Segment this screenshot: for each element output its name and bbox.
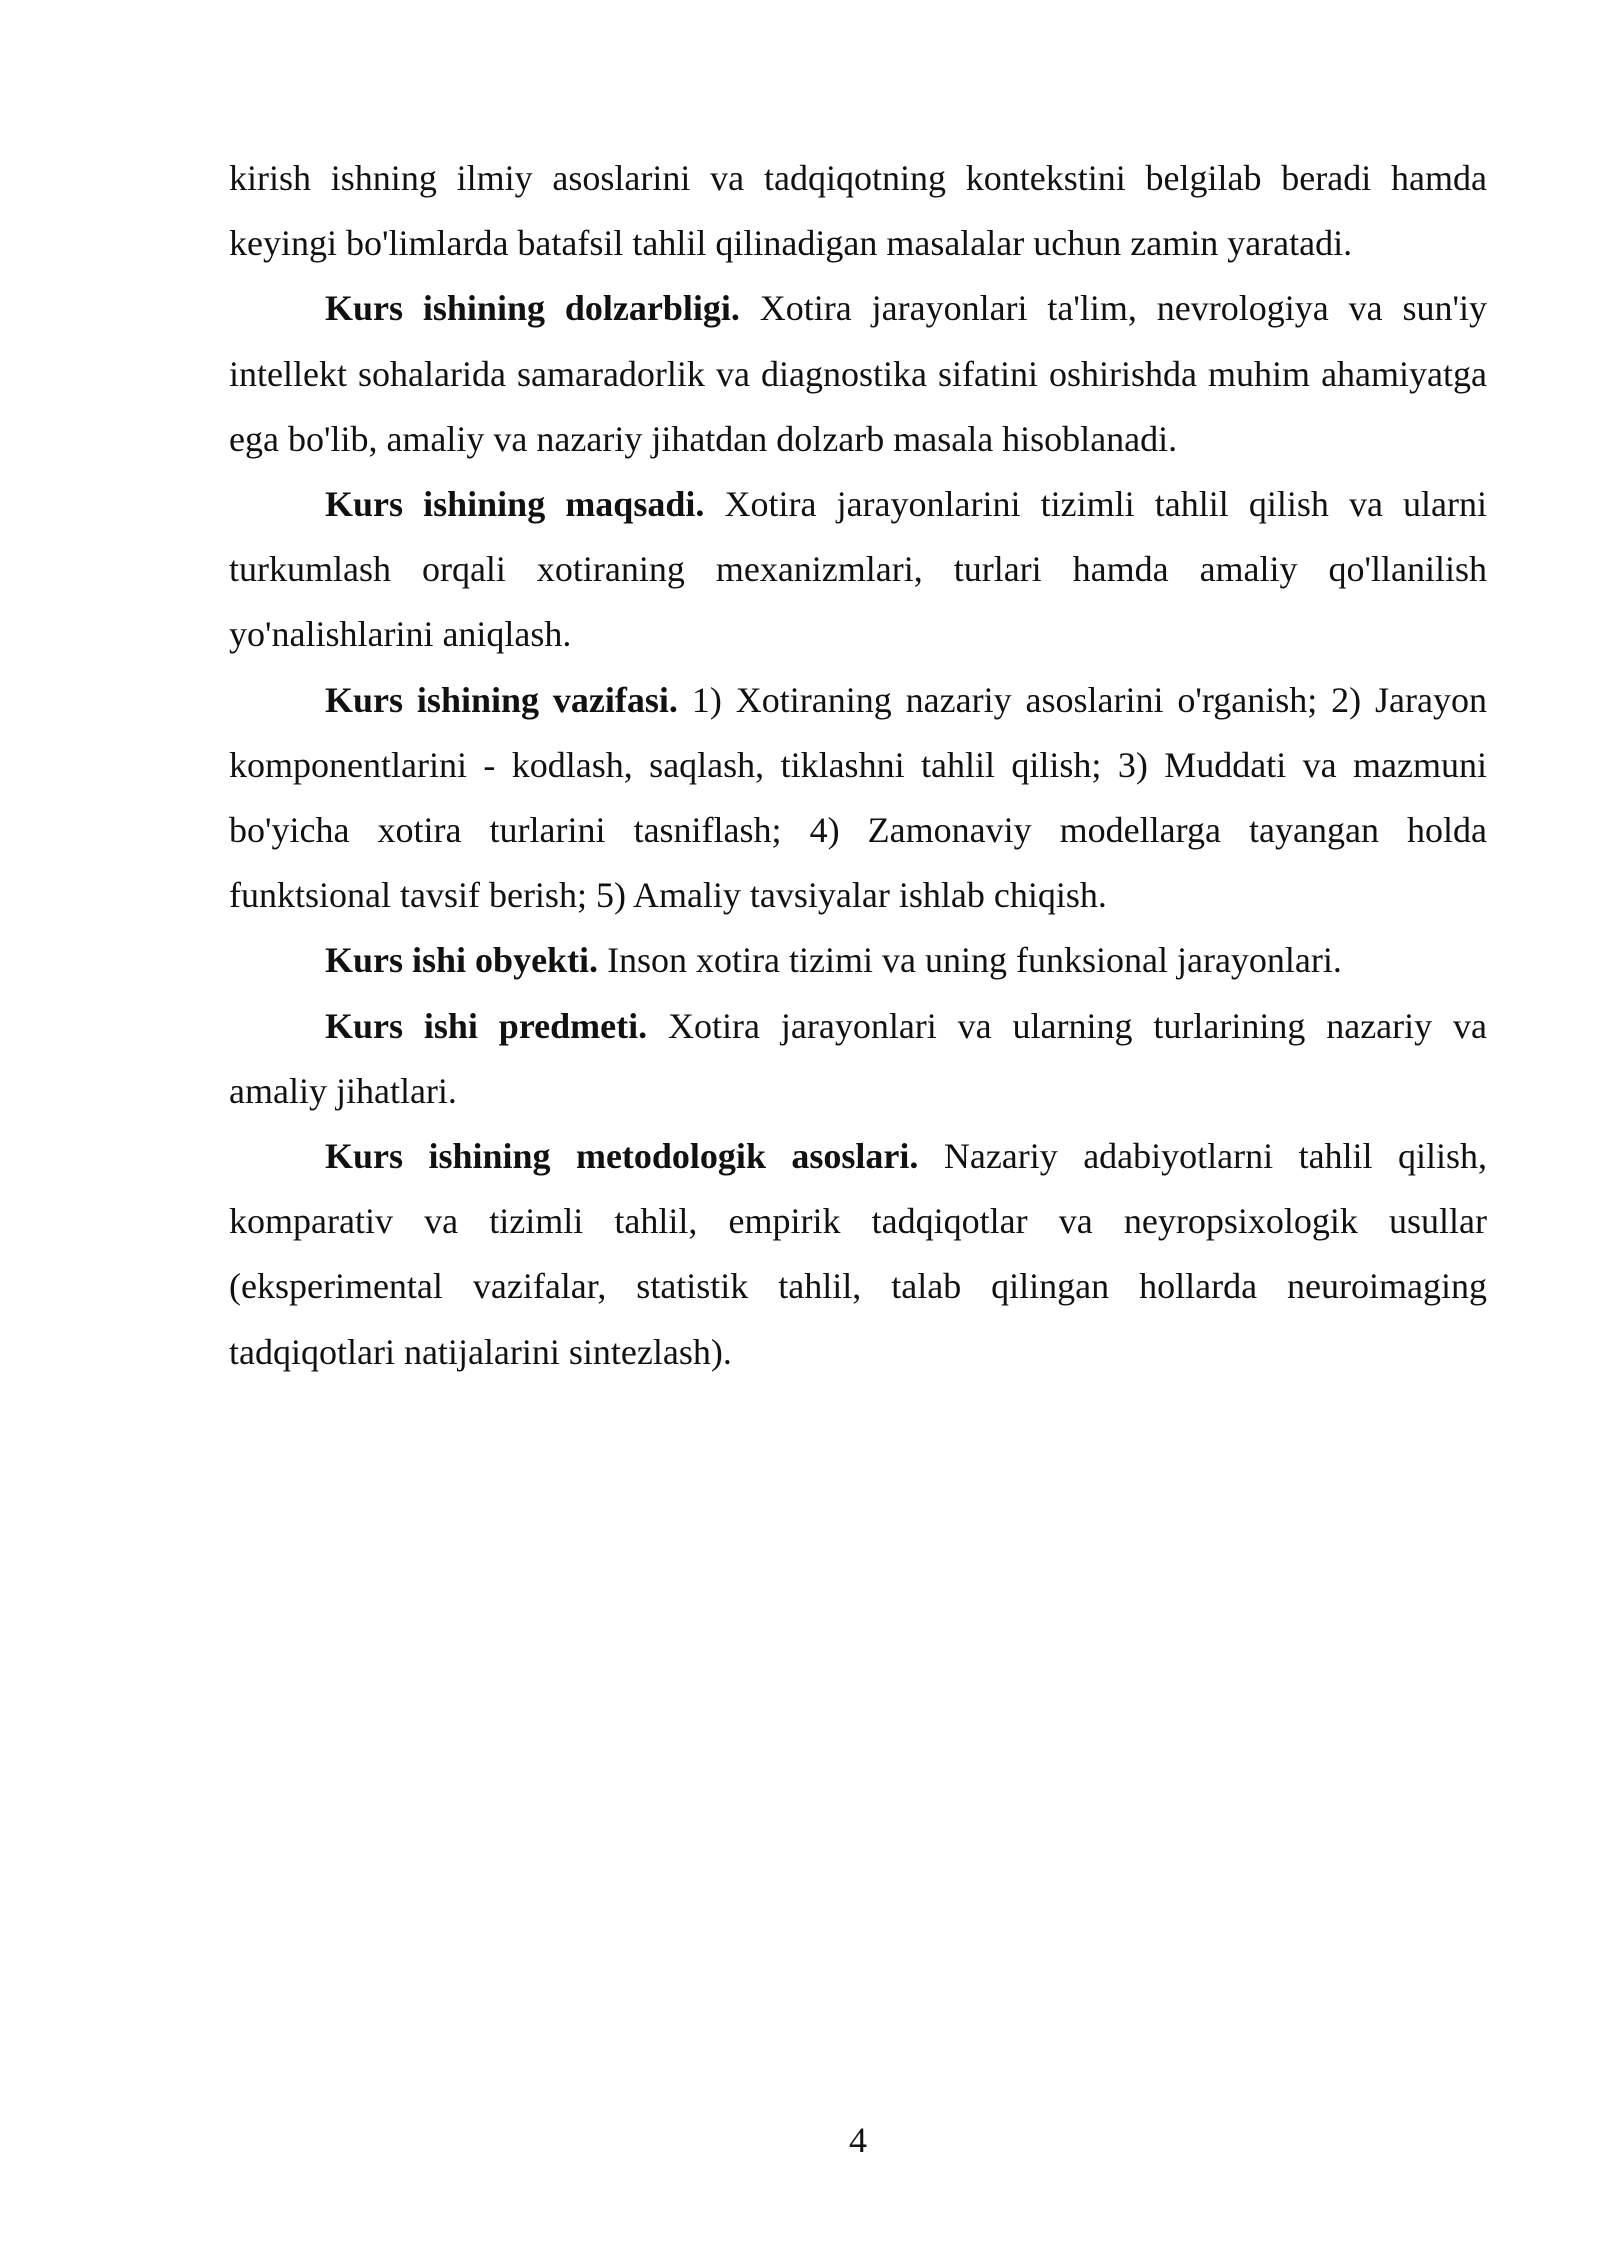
subject-text: Xotira jarayonlari va ularning turlarining nazariy va amaliy jihatlari.: [229, 1005, 1488, 1111]
object-text: Inson xotira tizimi va uning funksional jarayonlari.: [607, 940, 1342, 981]
relevance-paragraph: [229, 276, 1487, 472]
subject-paragraph: [229, 994, 1487, 1124]
page-number: 4: [849, 2120, 867, 2160]
tasks-text: 1) Xotiraning nazariy asoslarini o'rganish; 2) Jarayon komponentlarini - kodlash, saqlash, tiklashni tahlil qilish; 3) Muddati va mazmuni bo'yicha xotira turlarini tasniflash; 4) Zamonaviy modellarga tayangan holda funktsional tavsif berish; 5) Amaliy tavsiyalar ishlab chiqish.: [229, 679, 1487, 916]
subject-heading: Kurs ishi predmeti.: [325, 1005, 648, 1046]
relevance-text: Xotira jarayonlari ta'lim, nevrologiya va sun'iy intellekt sohalarida samaradorlik va diagnostika sifatini oshirishda muhim ahamiyatga ega bo'lib, amaliy va nazariy jihatdan dolzarb masala hisoblanadi.: [229, 288, 1487, 459]
methodology-text: Nazariy adabiyotlarni tahlil qilish, komparativ va tizimli tahlil, empirik tadqiqotlar va neyropsixologik usullar (eksperimental vazifalar, statistik tahlil, talab qilingan hollarda neuroimaging tadqiqotlari natijalarini sintezlash).: [229, 1136, 1488, 1372]
goal-heading: Kurs ishining maqsadi.: [325, 484, 705, 525]
object-heading: Kurs ishi obyekti.: [325, 940, 599, 981]
methodology-paragraph: [229, 1124, 1487, 1385]
tasks-heading: Kurs ishining vazifasi.: [325, 679, 678, 720]
goal-paragraph: [229, 472, 1487, 668]
relevance-heading: Kurs ishining dolzarbligi.: [325, 288, 740, 329]
methodology-heading: Kurs ishining metodologik asoslari.: [325, 1136, 919, 1177]
tasks-paragraph: [229, 668, 1487, 929]
goal-text: Xotira jarayonlarini tizimli tahlil qilish va ularni turkumlash orqali xotiraning mexanizmlari, turlari hamda amaliy qo'llanilish yo'nalishlarini aniqlash.: [229, 484, 1488, 655]
intro-paragraph: kirish ishning ilmiy asoslarini va tadqiqotning kontekstini belgilab beradi hamda keyingi bo'limlarda batafsil tahlil qilinadigan masalalar uchun zamin yaratadi.: [229, 158, 1487, 264]
object-paragraph: [229, 928, 1487, 993]
document-page: [229, 146, 1487, 1385]
